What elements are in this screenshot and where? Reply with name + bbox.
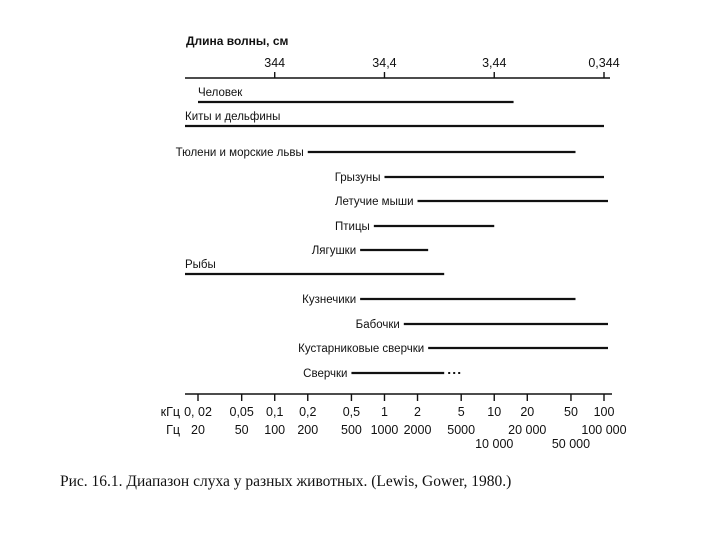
khz-tick-label: 5 [457,405,465,419]
range-label: Тюлени и морские львы [175,147,304,159]
khz-tick-label: 0,05 [229,405,254,419]
range-label: Летучие мыши [334,196,414,208]
hz-tick-label: 100 000 [581,423,627,437]
top-axis-tick-label: 34,4 [372,56,397,70]
khz-tick-label: 20 [520,405,535,419]
hz-tick-label: 500 [341,423,362,437]
khz-tick-label: 2 [414,405,421,419]
khz-tick-label: 0,1 [266,405,284,419]
hz-tick-label: 20 000 [508,423,547,437]
khz-tick-label: 0,5 [342,405,361,419]
range-label: Лягушки [311,245,357,257]
range-label: Человек [198,87,243,99]
range-label: Птицы [335,221,370,233]
range-label: Сверчки [303,368,348,380]
range-label: Кустарниковые сверчки [298,343,425,355]
khz-tick-label: 10 [487,405,502,419]
khz-tick-label: 0,2 [299,405,317,419]
hz-unit-label: Гц [166,423,180,437]
top-axis-tick-label: 344 [264,56,286,70]
range-label: Бабочки [355,319,400,331]
hz-tick-label: 5000 [447,423,476,437]
range-label: Киты и дельфины [185,111,281,123]
khz-tick-label: 0, 02 [184,405,212,419]
range-label: Грызуны [334,172,381,184]
hz-tick-label: 1000 [370,423,399,437]
khz-unit-label: кГц [160,405,180,419]
khz-tick-label: 50 [564,405,578,419]
hz-tick-label: 200 [297,423,319,437]
hz-tick-label: 50 000 [551,437,591,451]
hz-tick-label: 100 [264,423,286,437]
khz-tick-label: 100 [593,405,615,419]
top-axis-tick-label: 0,344 [588,56,620,70]
bottom-axis [161,394,627,451]
range-label: Кузнечики [302,294,357,306]
hz-tick-label: 10 000 [475,437,514,451]
top-axis-title: Длина волны, см [186,34,289,48]
hz-tick-label: 50 [234,423,249,437]
hz-tick-label: 20 [191,423,205,437]
top-axis-tick-label: 3,44 [482,56,507,70]
figure-caption: Рис. 16.1. Диапазон слуха у разных животных. (Lewis, Gower, 1980.) [60,473,512,490]
khz-tick-label: 1 [381,405,388,419]
range-label: Рыбы [185,259,216,271]
range-bars [176,87,608,380]
top-axis [185,56,620,78]
hz-tick-label: 2000 [403,423,432,437]
